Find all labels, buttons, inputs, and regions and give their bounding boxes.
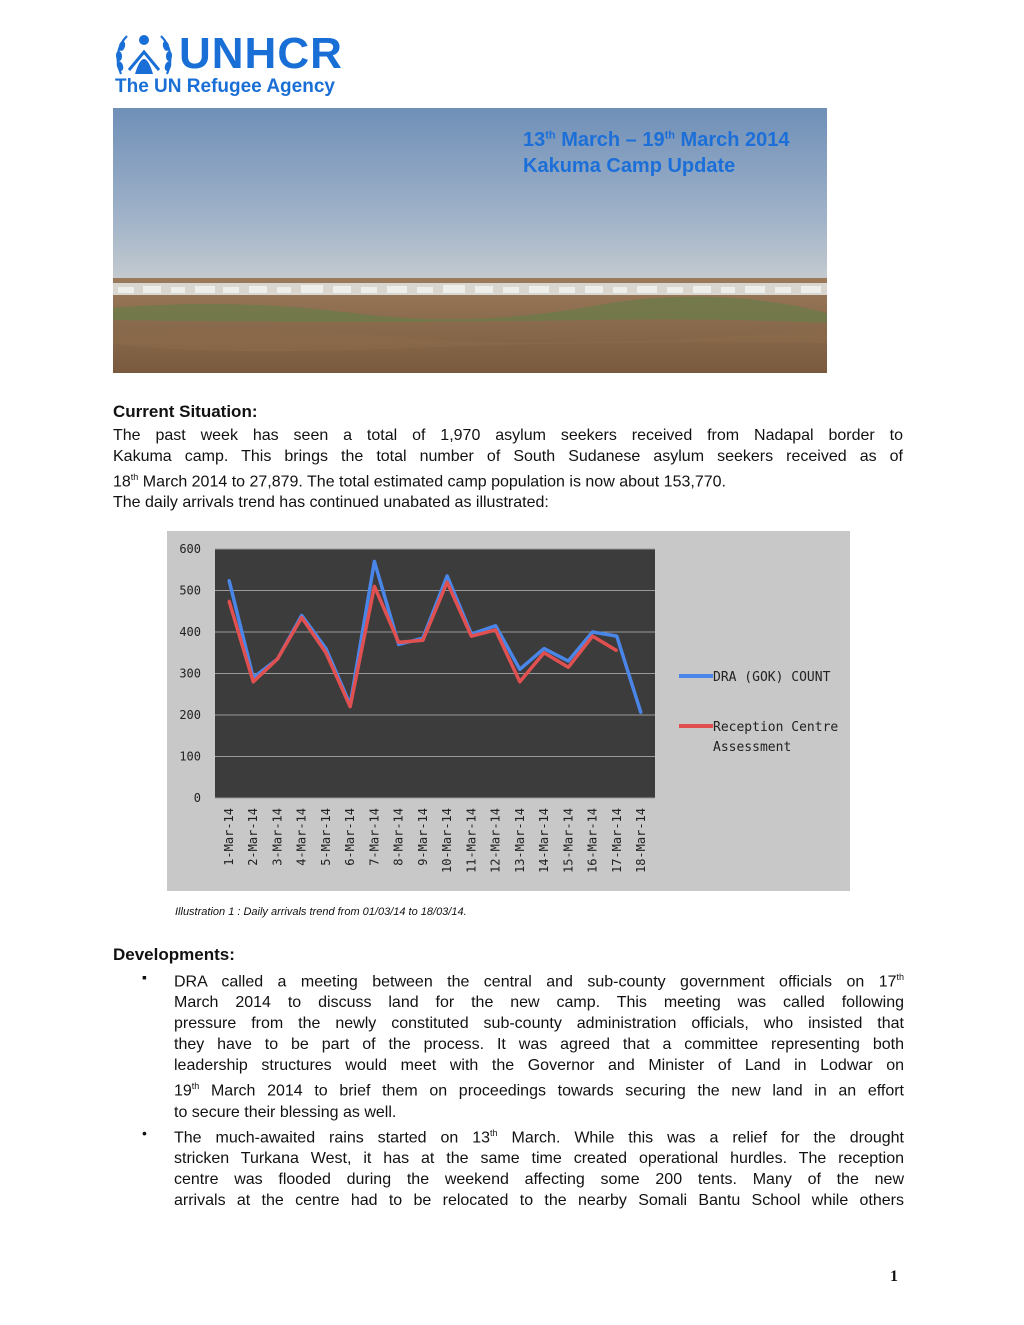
- data-point: [373, 585, 375, 587]
- bullet-text: DRA called a meeting between the central and sub-county government officials on 17th March 2014 to discuss land for the new camp. This meeting was called following pressure from the newly constituted sub-county administration officials, who insisted that they have to be part of the process. It was agreed that a committee representing both leadership structures would meet with the Governor and Minister of Land in Lodwar on 19th March 2014 to brief them on proceedings towards securing the new land in an effort to secure their blessing as well.: [174, 972, 904, 1121]
- page-number: 1: [890, 1268, 898, 1285]
- data-point: [519, 668, 521, 670]
- legend-label: Reception Centre: [713, 720, 839, 735]
- data-point: [349, 706, 351, 708]
- data-point: [325, 652, 327, 654]
- x-tick-label: 11-Mar-14: [464, 808, 479, 874]
- data-point: [373, 560, 375, 562]
- x-tick-label: 9-Mar-14: [415, 808, 430, 866]
- square-bullet-icon: ▪: [142, 969, 147, 985]
- x-tick-label: 13-Mar-14: [512, 808, 527, 874]
- data-point: [446, 575, 448, 577]
- legend-label: DRA (GOK) COUNT: [713, 670, 831, 685]
- y-tick-label: 200: [179, 708, 201, 722]
- x-tick-label: 16-Mar-14: [585, 808, 600, 874]
- list-item: [140, 1123, 904, 1211]
- y-tick-label: 600: [179, 542, 201, 556]
- developments-list: [140, 967, 904, 1211]
- y-tick-label: 500: [179, 583, 201, 598]
- title-date-range: 13th March – 19th March 2014: [523, 128, 790, 151]
- chart-caption: Illustration 1 : Daily arrivals trend from 01/03/14 to 18/03/14.: [175, 906, 467, 918]
- x-tick-label: 14-Mar-14: [537, 808, 552, 874]
- logo-tagline: The UN Refugee Agency: [115, 76, 335, 97]
- data-point: [616, 635, 618, 637]
- x-tick-label: 8-Mar-14: [391, 808, 406, 866]
- x-tick-label: 15-Mar-14: [561, 808, 576, 874]
- developments-heading: Developments:: [113, 945, 235, 964]
- data-point: [446, 581, 448, 583]
- logo-wordmark: UNHCR: [179, 29, 343, 78]
- current-situation-heading: Current Situation:: [113, 402, 258, 421]
- y-tick-label: 300: [179, 666, 201, 681]
- bullet-text: The much-awaited rains started on 13th March. While this was a relief for the drought stricken Turkana West, it has at the same time created operational hurdles. The reception centre was flooded during the weekend affecting some 200 tents. Many of the new arrivals at the centre had to be relocated to the nearby Somali Bantu School while others: [174, 1127, 904, 1209]
- y-tick-label: 0: [193, 791, 201, 805]
- y-tick-label: 100: [179, 749, 201, 764]
- x-tick-label: 4-Mar-14: [294, 808, 309, 866]
- x-tick-label: 3-Mar-14: [270, 808, 285, 866]
- data-point: [567, 660, 569, 662]
- list-item: [140, 967, 904, 1123]
- report-title: [523, 122, 790, 179]
- data-point: [252, 681, 254, 683]
- x-tick-label: 7-Mar-14: [367, 808, 382, 866]
- data-point: [397, 641, 399, 643]
- data-point: [543, 652, 545, 654]
- situation-line: 18th March 2014 to 27,879. The total estimated camp population is now about 153,770.: [113, 472, 726, 491]
- data-point: [591, 635, 593, 637]
- legend-label: Assessment: [713, 740, 792, 755]
- x-tick-label: 6-Mar-14: [343, 808, 358, 866]
- data-point: [616, 649, 618, 651]
- x-tick-label: 10-Mar-14: [440, 808, 455, 874]
- data-point: [228, 579, 230, 581]
- situation-line: The past week has seen a total of 1,970 asylum seekers received from Nadapal border to: [113, 427, 903, 444]
- chart-svg: [167, 531, 850, 891]
- round-bullet-icon: •: [142, 1124, 147, 1141]
- y-tick-label: 400: [179, 625, 201, 639]
- data-point: [640, 712, 642, 714]
- x-tick-label: 17-Mar-14: [609, 808, 624, 874]
- data-point: [301, 616, 303, 618]
- x-tick-label: 5-Mar-14: [318, 808, 333, 866]
- data-point: [494, 629, 496, 631]
- data-point: [591, 631, 593, 633]
- camp-photo-banner: [113, 108, 827, 373]
- x-tick-label: 2-Mar-14: [246, 808, 261, 866]
- x-tick-label: 18-Mar-14: [634, 808, 648, 874]
- data-point: [422, 639, 424, 641]
- daily-arrivals-chart: [167, 531, 850, 891]
- data-point: [494, 625, 496, 627]
- situation-line: Kakuma camp. This brings the total number of South Sudanese asylum seekers received as of: [113, 448, 903, 465]
- data-point: [228, 600, 230, 602]
- situation-line: The daily arrivals trend has continued unabated as illustrated:: [113, 494, 549, 512]
- data-point: [470, 635, 472, 637]
- unhcr-emblem-icon: [113, 30, 175, 80]
- data-point: [567, 666, 569, 668]
- data-point: [519, 681, 521, 683]
- data-point: [543, 647, 545, 649]
- current-situation-text: [113, 425, 903, 513]
- data-point: [276, 658, 278, 660]
- x-tick-label: 1-Mar-14: [222, 808, 236, 866]
- title-subtitle: Kakuma Camp Update: [523, 154, 736, 177]
- unhcr-logo: [113, 28, 393, 100]
- x-tick-label: 12-Mar-14: [488, 808, 503, 874]
